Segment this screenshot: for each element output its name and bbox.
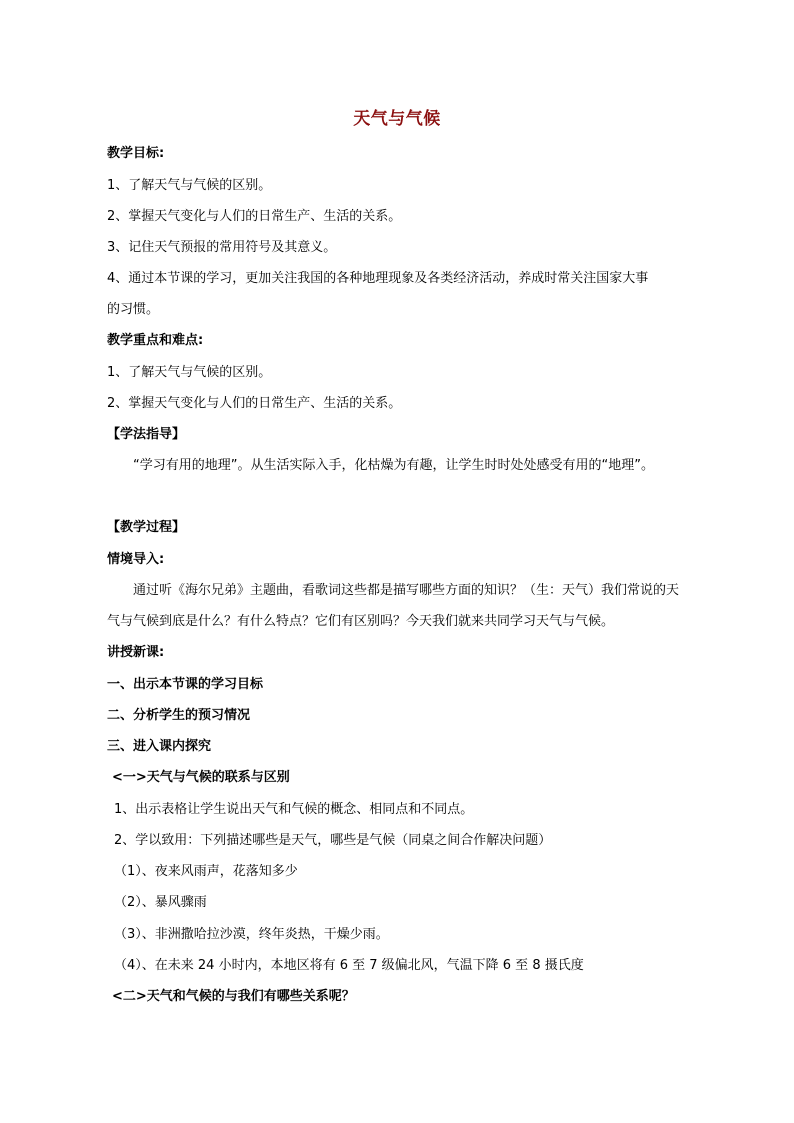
document-title: 天气与气候 (353, 109, 441, 129)
key-points-heading: 教学重点和难点: (107, 333, 204, 348)
goals-heading: 教学目标: (107, 146, 165, 161)
lesson-step: 一、出示本节课的学习目标 (107, 677, 264, 692)
new-lesson-heading: 讲授新课: (107, 645, 165, 660)
subsection-item: （1）、夜来风雨声，花落知多少 (114, 864, 298, 879)
goal-item: 4、通过本节课的学习，更加关注我国的各种地理现象及各类经济活动，养成时常关注国家大事 (107, 271, 649, 286)
lesson-step: 三、进入课内探究 (107, 739, 212, 754)
subsection-item: （2）、暴风骤雨 (114, 895, 207, 910)
subsection-item: 2、学以致用：下列描述哪些是天气，哪些是气候（同桌之间合作解决问题） (114, 833, 552, 848)
goal-item: 2、掌握天气变化与人们的日常生产、生活的关系。 (107, 209, 402, 224)
method-heading: 【学法指导】 (107, 427, 186, 442)
lesson-step: 二、分析学生的预习情况 (107, 708, 251, 723)
subsection-heading: <一>天气与气候的联系与区别 (112, 770, 290, 785)
key-point-item: 2、掌握天气变化与人们的日常生产、生活的关系。 (107, 396, 402, 411)
subsection-heading: <二>天气和气候的与我们有哪些关系呢？ (112, 989, 355, 1004)
goal-item: 的习惯。 (107, 302, 160, 317)
key-point-item: 1、了解天气与气候的区别。 (107, 365, 272, 380)
intro-heading: 情境导入: (107, 552, 165, 567)
subsection-item: （4）、在未来 24 小时内，本地区将有 6 至 7 级偏北风，气温下降 6 至 8 摄氏度 (114, 958, 584, 973)
goal-item: 3、记住天气预报的常用符号及其意义。 (107, 240, 337, 255)
intro-paragraph: 通过听《海尔兄弟》主题曲，看歌词这些都是描写哪些方面的知识？（生：天气）我们常说的天气与气候到底是什么？有什么特点？它们有区别吗？今天我们就来共同学习天气与气候。 (107, 583, 680, 629)
subsection-item: 1、出示表格让学生说出天气和气候的概念、相同点和不同点。 (114, 802, 474, 817)
process-heading: 【教学过程】 (107, 520, 186, 535)
method-paragraph: “学习有用的地理”。从生活实际入手，化枯燥为有趣，让学生时时处处感受有用的“地理”。 (133, 458, 654, 473)
goal-item: 1、了解天气与气候的区别。 (107, 178, 272, 193)
subsection-item: （3）、非洲撒哈拉沙漠，终年炎热，干燥少雨。 (114, 927, 389, 942)
